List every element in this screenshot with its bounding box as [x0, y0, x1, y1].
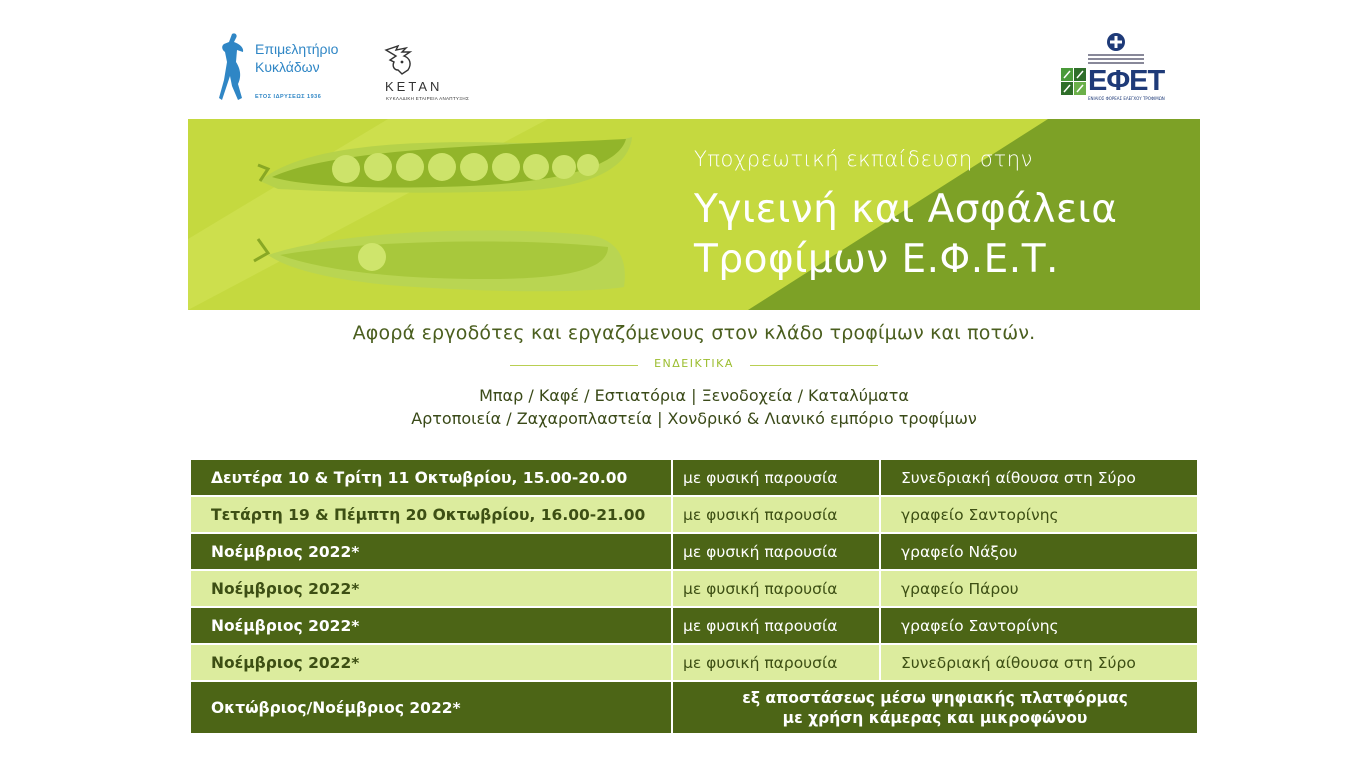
session-mode: με φυσική παρουσία [672, 570, 880, 607]
banner-title-line2: Τροφίμων Ε.Φ.Ε.Τ. [694, 237, 1059, 282]
ketan-name: KETAN [385, 79, 443, 94]
session-date: Νοέμβριος 2022* [190, 570, 672, 607]
divider-rule-right [750, 365, 878, 366]
session-place: γραφείο Νάξου [880, 533, 1198, 570]
chamber-founded: ΕΤΟΣ ΙΔΡΥΣΕΩΣ 1936 [255, 94, 322, 100]
efet-leaf-icon [1061, 68, 1087, 96]
audience-text: Αφορά εργοδότες και εργαζόμενους στον κλάδο τροφίμων και ποτών. [352, 322, 1036, 344]
examples-divider [510, 356, 878, 374]
session-date: Δευτέρα 10 & Τρίτη 11 Οκτωβρίου, 15.00-20.00 [190, 459, 672, 496]
session-date: Νοέμβριος 2022* [190, 644, 672, 681]
schedule-table [189, 458, 1199, 735]
table-row-remote [190, 681, 1198, 734]
hero-banner [188, 119, 1200, 310]
session-mode: με φυσική παρουσία [672, 644, 880, 681]
session-place: Συνεδριακή αίθουσα στη Σύρο [880, 459, 1198, 496]
table-row [190, 570, 1198, 607]
table-row [190, 496, 1198, 533]
sectors-line: Μπαρ / Καφέ / Εστιατόρια | Ξενοδοχεία / Καταλύματα [479, 386, 909, 405]
ketan-subtitle: ΚΥΚΛΑΔΙΚΗ ΕΤΑΙΡΕΙΑ ΑΝΑΠΤΥΞΗΣ [386, 96, 470, 101]
session-place: γραφείο Σαντορίνης [880, 496, 1198, 533]
banner-title-line1: Υγιεινή και Ασφάλεια [694, 187, 1118, 232]
remote-line: εξ αποστάσεως μέσω ψηφιακής πλατφόρμας [742, 688, 1128, 707]
sectors-line: Αρτοποιεία / Ζαχαροπλαστεία | Χονδρικό & Λιανικό εμπόριο τροφίμων [411, 409, 977, 428]
ketan-logo [378, 40, 488, 104]
efet-logo [1058, 32, 1170, 104]
session-date: Τετάρτη 19 & Πέμπτη 20 Οκτωβρίου, 16.00-21.00 [190, 496, 672, 533]
banner-subtitle: Υποχρεωτική εκπαίδευση στην [694, 147, 1033, 171]
table-row [190, 459, 1198, 496]
table-row [190, 644, 1198, 681]
session-date: Οκτώβριος/Νοέμβριος 2022* [190, 681, 672, 734]
efet-name: ΕΦΕΤ [1088, 65, 1165, 97]
table-row [190, 533, 1198, 570]
session-mode: με φυσική παρουσία [672, 496, 880, 533]
session-mode: με φυσική παρουσία [672, 459, 880, 496]
session-date: Νοέμβριος 2022* [190, 533, 672, 570]
remote-session-description [672, 681, 1198, 734]
runner-figure-icon [218, 32, 248, 102]
logo-header [0, 0, 1355, 118]
session-place: Συνεδριακή αίθουσα στη Σύρο [880, 644, 1198, 681]
greek-emblem-icon [1106, 32, 1126, 52]
session-date: Νοέμβριος 2022* [190, 607, 672, 644]
session-place: γραφείο Πάρου [880, 570, 1198, 607]
chamber-of-cyclades-logo [218, 32, 358, 104]
divider-rule-left [510, 365, 638, 366]
efet-tagline: ΕΝΙΑΙΟΣ ΦΟΡΕΑΣ ΕΛΕΓΧΟΥ ΤΡΟΦΙΜΩΝ [1088, 96, 1165, 101]
table-row [190, 607, 1198, 644]
examples-label: ΕΝΔΕΙΚΤΙΚΑ [654, 357, 734, 370]
session-place: γραφείο Σαντορίνης [880, 607, 1198, 644]
hermes-head-icon [380, 40, 420, 80]
chamber-name: Επιμελητήριο Κυκλάδων [255, 41, 339, 75]
remote-line: με χρήση κάμερας και μικροφώνου [782, 708, 1088, 727]
session-mode: με φυσική παρουσία [672, 607, 880, 644]
session-mode: με φυσική παρουσία [672, 533, 880, 570]
sectors-list [0, 384, 1355, 430]
